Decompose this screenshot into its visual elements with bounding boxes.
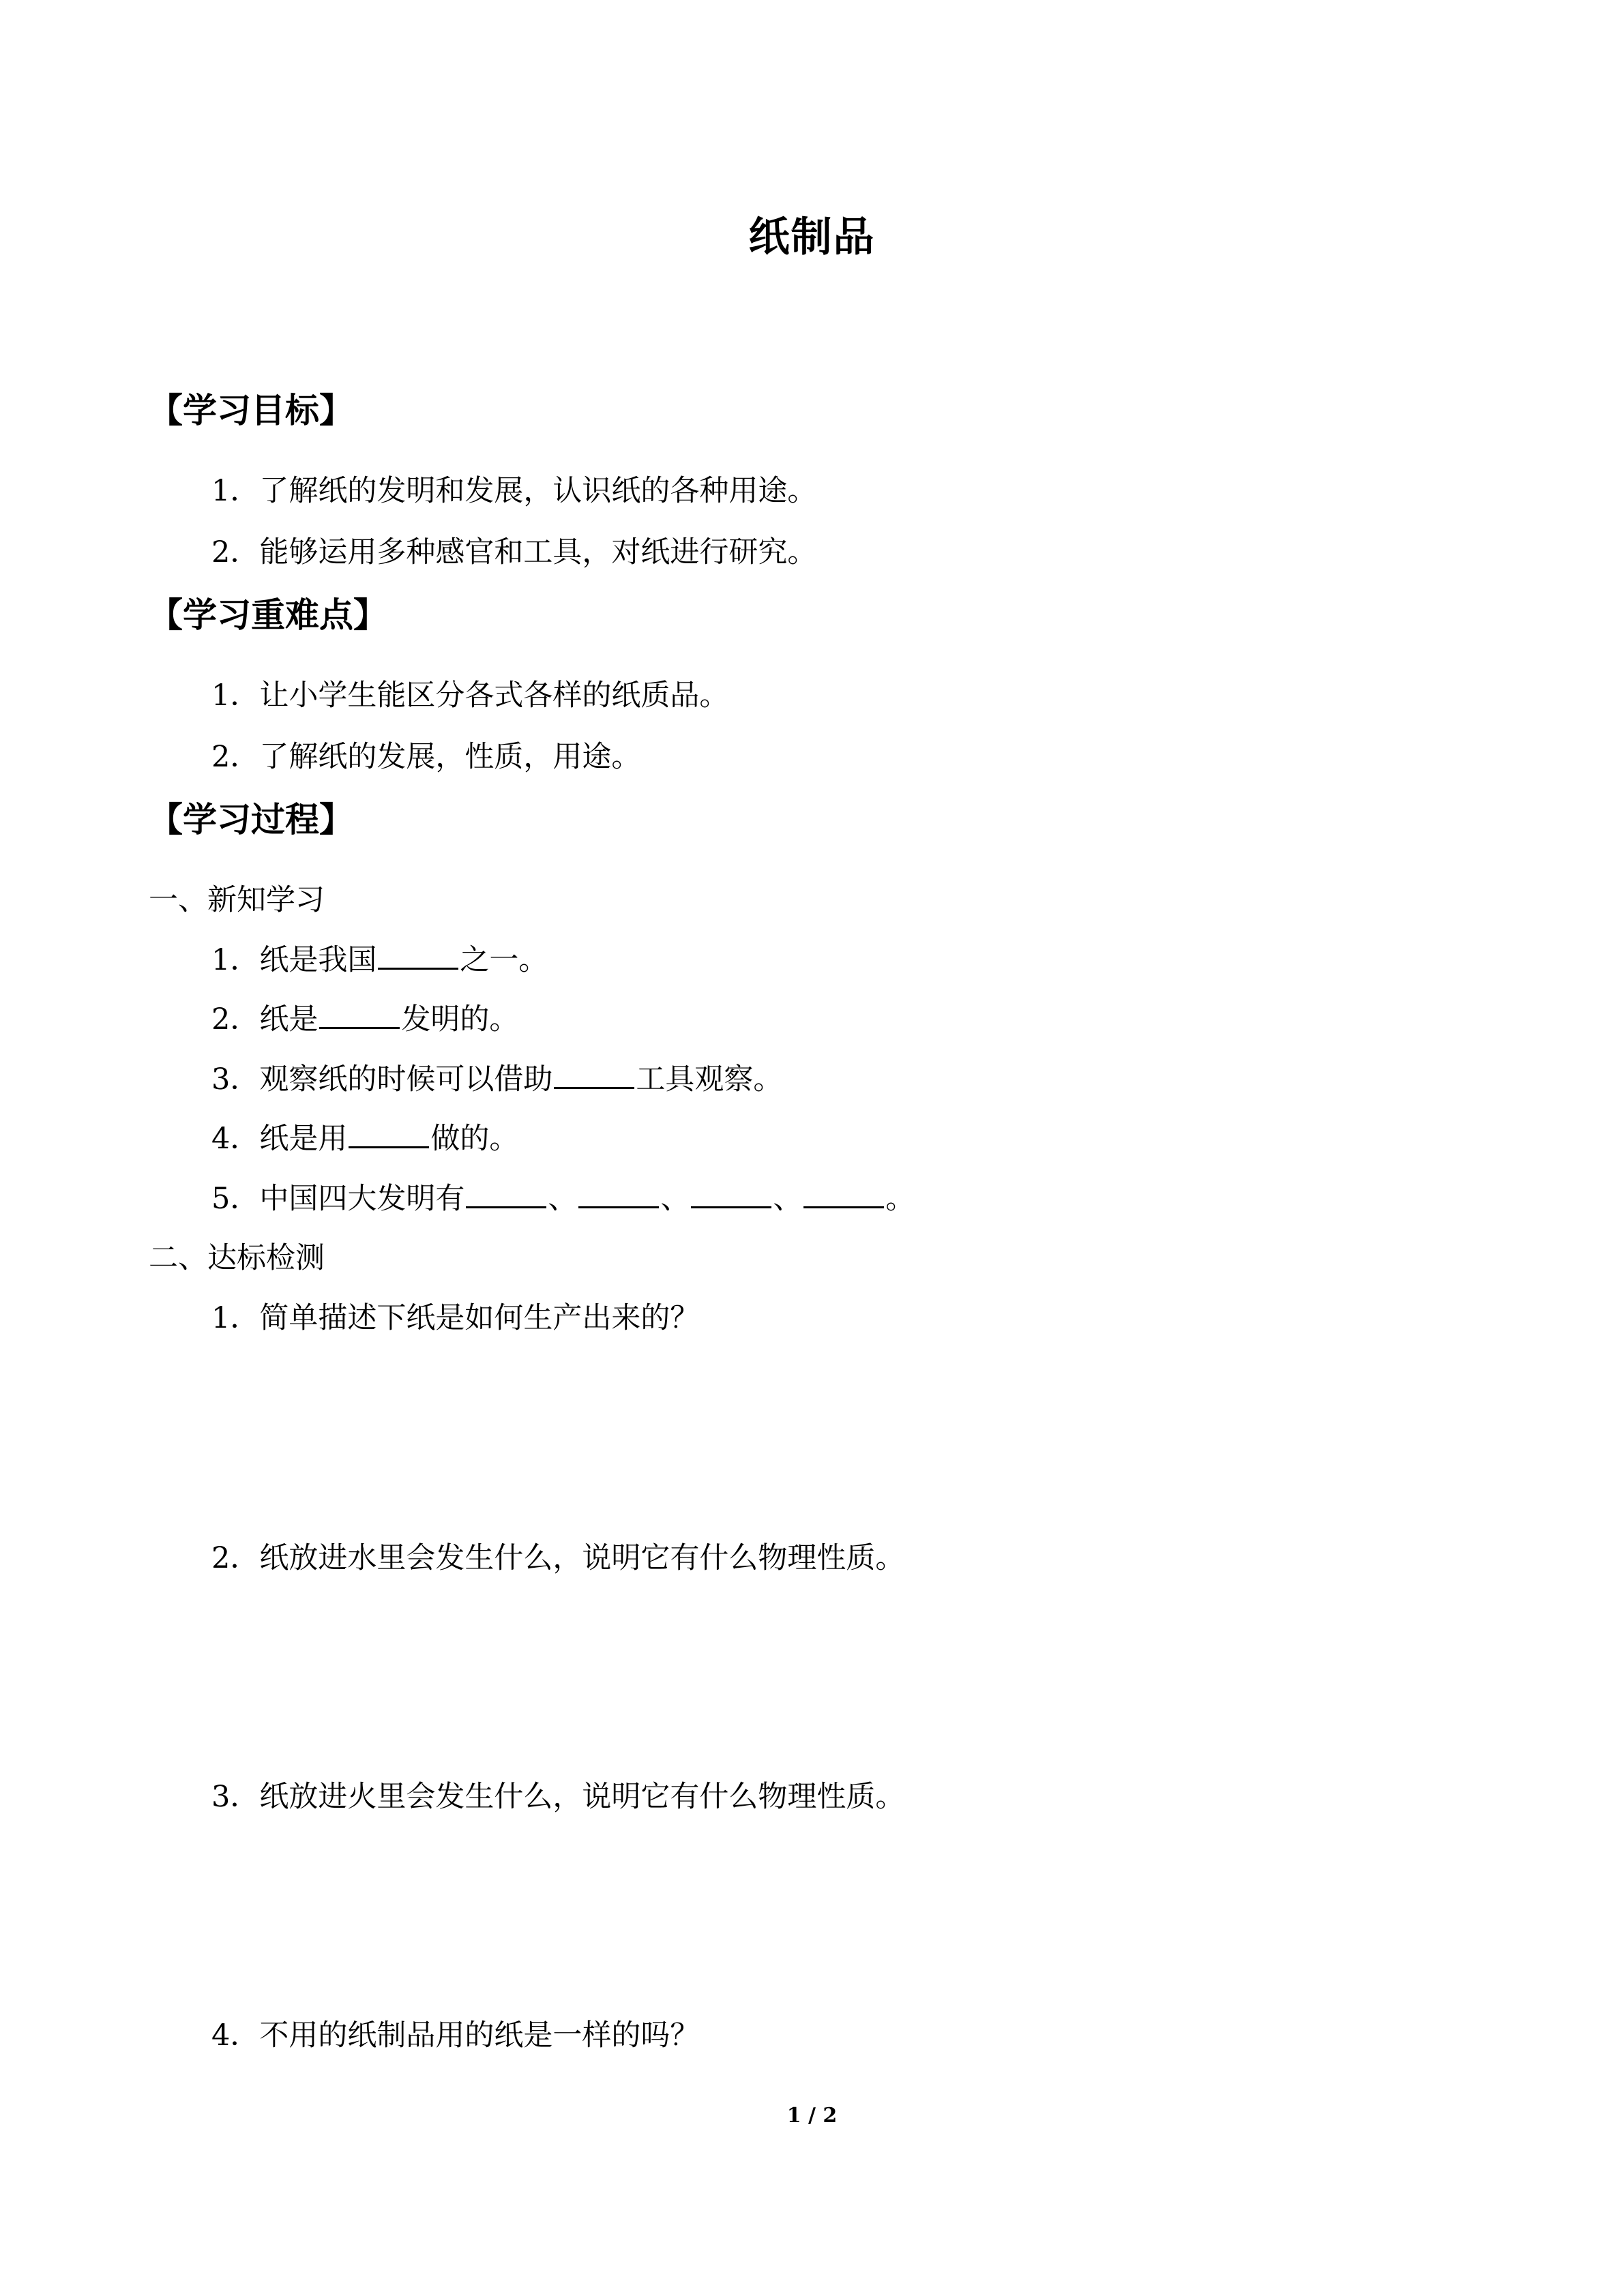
objective-item-2: 2．能够运用多种感官和工具，对纸进行研究。 bbox=[211, 535, 817, 569]
answer-blank[interactable] bbox=[466, 1179, 546, 1208]
fill-question-3-text-b: 工具观察。 bbox=[636, 1062, 783, 1097]
answer-blank[interactable] bbox=[578, 1179, 659, 1208]
check-question-3: 3．纸放进火里会发生什么，说明它有什么物理性质。 bbox=[211, 1780, 905, 1814]
answer-blank[interactable] bbox=[554, 1060, 634, 1089]
fill-question-2-text-b: 发明的。 bbox=[401, 1002, 519, 1037]
answer-blank[interactable] bbox=[378, 940, 458, 970]
fill-question-4 bbox=[211, 1118, 518, 1159]
page-number: 1 / 2 bbox=[786, 2104, 838, 2128]
answer-blank[interactable] bbox=[691, 1179, 771, 1208]
fill-question-5-text-a: 5．中国四大发明有 bbox=[211, 1182, 465, 1216]
answer-blank[interactable] bbox=[803, 1179, 884, 1208]
heading-process: 【学习过程】 bbox=[149, 799, 353, 839]
check-question-1: 1．简单描述下纸是如何生产出来的？ bbox=[211, 1301, 700, 1335]
fill-question-5 bbox=[211, 1178, 915, 1219]
key-point-item-1: 1．让小学生能区分各式各样的纸质品。 bbox=[211, 679, 729, 713]
fill-question-1-text-a: 1．纸是我国 bbox=[211, 943, 377, 977]
part2-title: 二、达标检测 bbox=[149, 1241, 325, 1275]
key-point-item-2: 2．了解纸的发展，性质，用途。 bbox=[211, 740, 641, 774]
objective-item-1: 1．了解纸的发明和发展，认识纸的各种用途。 bbox=[211, 474, 817, 508]
list-separator: 、 bbox=[660, 1182, 690, 1216]
fill-question-2-text-a: 2．纸是 bbox=[211, 1002, 319, 1037]
fill-question-1-text-b: 之一。 bbox=[460, 943, 548, 977]
fill-question-2 bbox=[211, 999, 518, 1040]
fill-question-4-text-a: 4．纸是用 bbox=[211, 1122, 348, 1156]
list-separator: 、 bbox=[773, 1182, 803, 1216]
list-separator: 、 bbox=[548, 1182, 578, 1216]
fill-question-4-text-b: 做的。 bbox=[430, 1122, 519, 1156]
heading-objectives: 【学习目标】 bbox=[149, 390, 353, 430]
page-title: 纸制品 bbox=[748, 213, 876, 261]
part1-title: 一、新知学习 bbox=[149, 883, 325, 917]
answer-blank[interactable] bbox=[319, 1000, 400, 1029]
fill-question-3-text-a: 3．观察纸的时候可以借助 bbox=[211, 1062, 553, 1097]
fill-question-5-text-end: 。 bbox=[885, 1182, 915, 1216]
check-question-4: 4．不用的纸制品用的纸是一样的吗？ bbox=[211, 2018, 700, 2053]
fill-question-1 bbox=[211, 940, 548, 981]
check-question-2: 2．纸放进水里会发生什么，说明它有什么物理性质。 bbox=[211, 1541, 905, 1575]
answer-blank[interactable] bbox=[349, 1119, 429, 1148]
fill-question-3 bbox=[211, 1059, 782, 1100]
heading-key-points: 【学习重难点】 bbox=[149, 595, 387, 635]
